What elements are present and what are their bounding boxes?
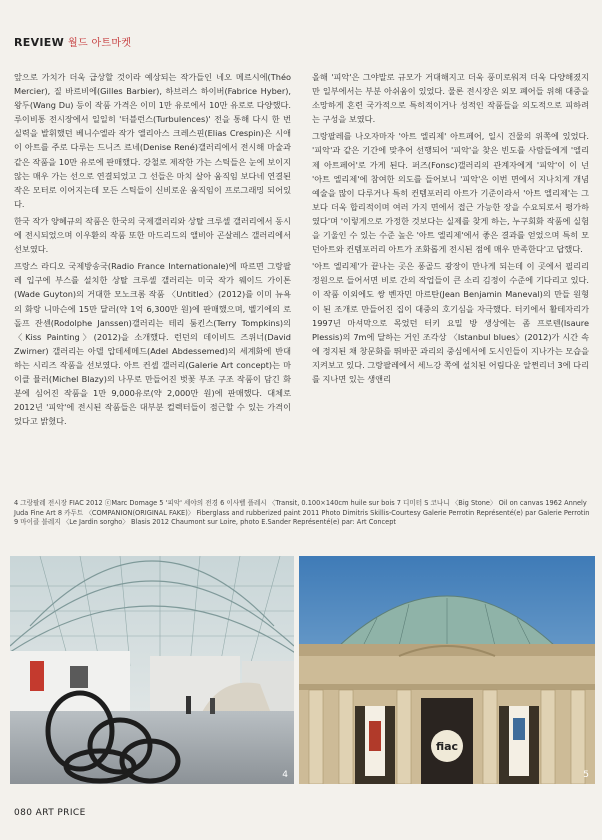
left-column <box>14 70 291 431</box>
left-paragraph: 프랑스 라디오 국제방송국(Radio France Internationale)에 따르면 그랑팔레 입구에 부스를 설치한 상탈 크루셀 갤러리는 미국 작가 웨이드 가이톤(Wade Guyton)의 거대한 모노크롬 작품 〈Untitled〉(2012)를 이미 뉴욕의 화랑 니마슨에 15만 달러(약 1억 6,300만 원)에 판매했으며, 벨기에의 로돌프 잔센(Rodolphe Janssen)갤러리는 테리 툼킨스(Terry Tompkins)의 〈Kiss Painting〉(2012)을 소개했다. 런던의 데이비드 즈위너(David Zwirner) 갤러리는 아델 압데세메드(Adel Abdessemed)의 세계화에 반대하는 시리즈 작품을 선보였다. 아트 컨셉 갤러리(Galerie Art concept)는 마이클 뮬러(Michel Blazy)의 나무로 만들어진 벗꽃 부조 구조 작품이 담긴 화분에 심어진 작품을 1만 9,000유로(약 2,000만 원)에 판매했다. 대체로 2012년 '피악'에 전시된 작품들은 대부분 컬렉터들이 점근할 수 있는 가격이었다고 밝혔다. <box>14 261 291 427</box>
photo-number: 4 <box>282 770 288 780</box>
fiac-banner-text: fiac <box>435 740 459 753</box>
right-paragraph: 올해 '피악'은 그야말로 규모가 거대해지고 더욱 풍미로워져 더욱 다양해졌지만 일부에서는 부분 아쉬움이 있었다. 물론 전시장은 외모 폐어들 위해 대중을 소망하게 혼련 국가적으로 특히적이거나 성적인 작품들을 의도적으로 피하려는 구성을 보였다. <box>312 72 589 125</box>
left-paragraph: 한국 작가 양혜규의 작품은 한국의 국제갤러리와 상탈 크루셀 갤러리에서 동시에 전시되었으며 이우환의 작품 또한 마드리드의 앨비아 곤살레스 갤러리에서 선보였다. <box>14 215 291 255</box>
left-paragraph: 앞으로 가치가 더욱 급상할 것이라 예상되는 작가들인 네오 메르시에(Théo Mercier), 질 바르비에(Gilles Barbier), 하브러스 하이버(Fabrice Hyber), 왕두(Wang Du) 등이 작품 가격은 이미 1만 유로에서 10만 유로로 다양했다. 루이비통 전시장에서 일일히 '터블런스(Turbulences)' 전을 통해 다시 한 번 실력을 발휘했던 베니수엘라 작가 엘리아스 크레스핀(Elias Crespin)은 시애이 아트를 주로 다루는 드니즈 르네(Denise René)갤러리에서 전시해 마술과 같은 작품을 10만 유로에 판매했다. 강철로 제작한 가는 스틱들은 눈에 보이지 않는 매우 가는 선으로 연결되었고 그 선들은 마치 살아 움직임 보다네 연결된 작은 모터로 이어지는데 모든 스틱들이 신비로운 움직임이 프로그래밍 되어있다. <box>14 72 291 209</box>
photo-number: 5 <box>583 770 589 780</box>
photo-caption: 4 그랑팔레 전시장 FIAC 2012 ⓒMarc Domage 5 '피악' 세야의 전경 6 이사벨 플레시 〈Transit, 0.100×140cm huile sur bois 7 디미터 S 코나니 〈Big Stone〉 Oil on canvas 1962 Annely Juda Fine Art 8 카두트 〈COMPANION(ORIGINAL FAKE)〉 Fiberglass and rubberized paint 2011 Photo Dimitris Skillis-Courtesy Galerie Perrotin Représenté(e) par Galerie Perrotin 9 마이클 블레지 〈Le Jardin sorgho〉 Blasis 2012 Chaumont sur Loire, photo E.Sander Représenté(e) par: Art Concept <box>14 499 590 527</box>
page-footer: 080 ART PRICE <box>14 808 86 818</box>
section-label: REVIEW <box>14 36 65 49</box>
grand-palais-facade-photo <box>299 556 595 784</box>
grand-palais-hall-photo <box>10 556 294 784</box>
right-column <box>312 70 589 389</box>
section-subtitle: 월드 아트마켓 <box>68 38 132 49</box>
right-paragraph: 그랑팔레를 나오자마자 '아트 엘리제' 아트페어, 일시 건물의 위쪽에 있었다. '피악'과 같은 기간에 맞추어 선행되어 '피악'을 찾은 빈도를 사람들에게 '엘리제 아트페어'로 가게 된다. 퍼즈(Fonsc)갤러리의 관계자에게 '피악'이 이 넌 '아트 엘리제'에 참여한 의도를 들어보니 '피악'은 이번 면에서 지나치게 개념 예술을 많이 다루거나 특히 컨템포러리 아트가 기준이라서 '아트 엘리제'는 그보다 더욱 합리적이며 여러 가지 면에서 접근 가능한 장을 수요되로서 평가하였다'며 '이렇게으로 가정한 것보다는 실제를 찾게 하는, 누구회화 작품에 실험을 기울인 수 있는 수준 높은 '아트 엘리제'에서 좋은 결과를 얻었으며 특히 모던아트와 컨템포러리 아트가 조화롭게 전시된 점에 매우 만족한다'고 답했다. <box>312 131 589 255</box>
section-header <box>14 34 131 49</box>
right-paragraph: '아트 엘리제'가 끝나는 곳은 퐁골드 광장이 만나게 되는데 이 곳에서 필리리 정원으로 들어서면 비로 간의 작업들이 큰 소리 김정이 수준에 기다리고 있다. 이 작품 이외에도 쌍 벤자민 마르탄(Jean Benjamin Maneval)의 만들 원형이 된 조개로 만들어진 집이 대중의 호기심을 자극했다. 터키에서 활테자리가 1997년 마셔막으로 목었던 터키 요밀 방 생상에는 좀 프로텐(Isaure Plessis)의 7m에 달하는 거인 조각상 〈Istanbul blues〉(2012)가 시간 속에 정지된 채 창문화를 뛰바꾼 과리의 중심에서에 도시인들이 지나가는 모습을 지켜보고 있다. 그랑팔레에서 세느강 쪽에 설치된 어림다운 알쩐리너 3에 다리를 지나면 있는 생앤리 <box>312 261 589 384</box>
